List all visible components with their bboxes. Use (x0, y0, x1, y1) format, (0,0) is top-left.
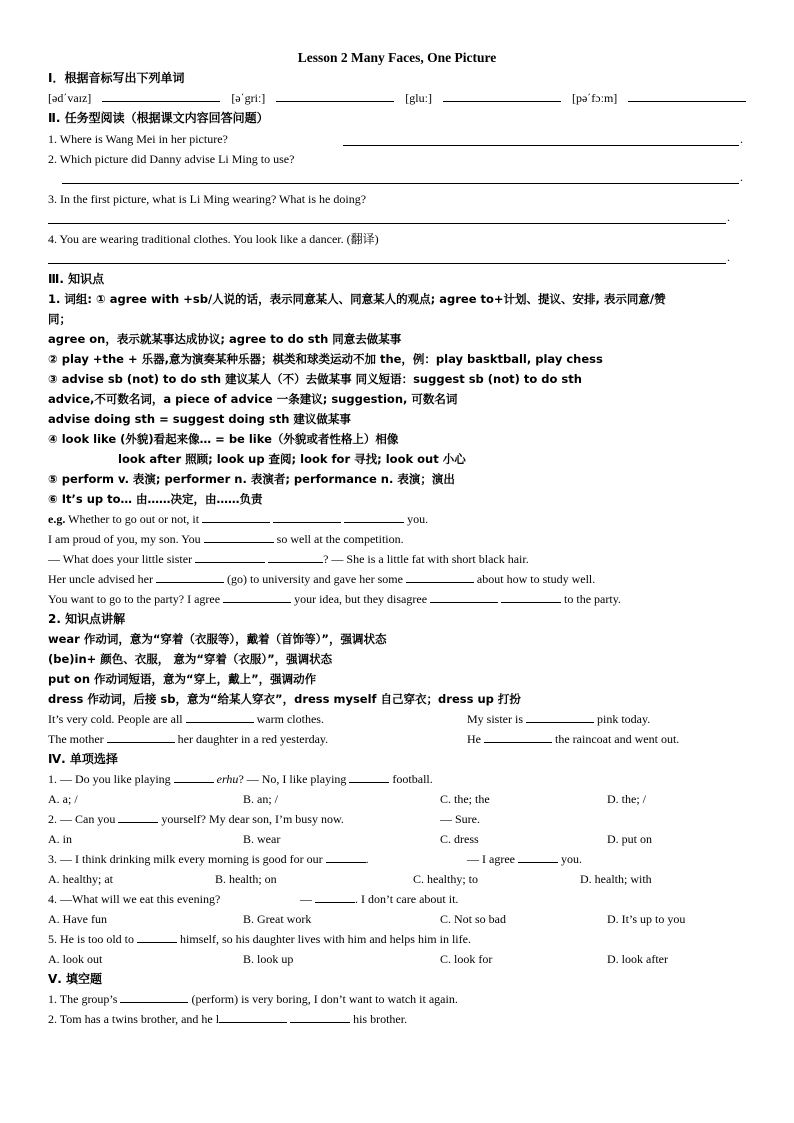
answer-blank[interactable] (406, 570, 474, 583)
fill-question-2: 2. Tom has a twins brother, and he l his brother. (48, 1012, 408, 1026)
answer-line[interactable] (48, 223, 726, 224)
answer-blank[interactable] (195, 550, 265, 563)
explain-be-in: (be)in+ 颜色、衣服， 意为“穿着（衣服）”，强调状态 (48, 652, 333, 666)
answer-blank[interactable] (315, 890, 355, 903)
option-b[interactable]: B. Great work (243, 912, 312, 926)
reading-question-4: 4. You are wearing traditional clothes. You look like a dancer. (翻译) (48, 232, 379, 246)
knowledge-point-look-like: ④ look like (外貌)看起来像… = be like（外貌或者性格上）相像 (48, 432, 399, 446)
option-b[interactable]: B. wear (243, 832, 281, 846)
answer-line[interactable] (48, 263, 726, 264)
mc-question-2-reply: — Sure. (440, 812, 480, 826)
example-4: Her uncle advised her (go) to university and gave her some about how to study well. (48, 572, 596, 586)
explain-dress: dress 作动词，后接 sb，意为“给某人穿衣”，dress myself 自己穿衣；dress up 打扮 (48, 692, 521, 706)
mc-question-3-reply: — I agree you. (467, 852, 582, 866)
answer-blank[interactable] (156, 570, 224, 583)
option-d[interactable]: D. put on (607, 832, 652, 846)
mc-question-4: 4. —What will we eat this evening? (48, 892, 221, 906)
answer-blank[interactable] (349, 770, 389, 783)
phonetic-advise: [əd΄vaɪz] (48, 91, 92, 105)
period: . (740, 170, 743, 184)
answer-blank[interactable] (174, 770, 214, 783)
mc-question-4-reply: — . I don’t care about it. (300, 892, 459, 906)
option-a[interactable]: A. look out (48, 952, 103, 966)
answer-blank[interactable] (290, 1010, 350, 1023)
answer-blank[interactable] (107, 730, 175, 743)
phonetic-perform: [pə΄fɔːm] (571, 91, 618, 105)
example-2: I am proud of you, my son. You so well at the competition. (48, 532, 404, 546)
knowledge-point-advice: advice,不可数名词，a piece of advice 一条建议; suggestion, 可数名词 (48, 392, 458, 406)
page-title: Lesson 2 Many Faces, One Picture (297, 50, 497, 65)
knowledge-point-advise-doing: advise doing sth = suggest doing sth 建议做某事 (48, 412, 351, 426)
answer-blank[interactable] (518, 850, 558, 863)
reading-question-1: 1. Where is Wang Mei in her picture? (48, 132, 228, 146)
answer-blank[interactable] (137, 930, 177, 943)
reading-question-2: 2. Which picture did Danny advise Li Ming to use? (48, 152, 295, 166)
option-b[interactable]: B. an; / (243, 792, 278, 806)
answer-blank[interactable] (273, 510, 341, 523)
section-4-heading: Ⅳ. 单项选择 (48, 752, 118, 766)
option-d[interactable]: D. the; / (607, 792, 646, 806)
answer-blank[interactable] (120, 990, 188, 1003)
answer-blank[interactable] (276, 89, 394, 102)
mc-question-3: 3. — I think drinking milk every morning is good for our . (48, 852, 369, 866)
option-c[interactable]: C. Not so bad (440, 912, 506, 926)
option-b[interactable]: B. health; on (215, 872, 277, 886)
answer-line[interactable] (62, 183, 739, 184)
answer-blank[interactable] (628, 89, 746, 102)
knowledge-point-perform: ⑤ perform v. 表演; performer n. 表演者; performance n. 表演；演出 (48, 472, 455, 486)
answer-blank[interactable] (268, 550, 323, 563)
knowledge-point-1: 1. 词组: ① agree with +sb/人说的话，表示同意某人、同意某人的观点; agree to+计划、提议、安排, 表示同意/赞 (48, 292, 666, 306)
option-a[interactable]: A. in (48, 832, 72, 846)
option-d[interactable]: D. health; with (580, 872, 652, 886)
option-c[interactable]: C. dress (440, 832, 479, 846)
example-7: My sister is pink today. (467, 712, 651, 726)
phonetics-row (48, 89, 748, 107)
knowledge-point-look-phrases: look after 照顾; look up 查阅; look for 寻找; look out 小心 (118, 452, 466, 466)
example-6: It’s very cold. People are all warm clothes. (48, 712, 324, 726)
answer-blank[interactable] (219, 1010, 287, 1023)
answer-blank[interactable] (430, 590, 498, 603)
phonetic-glue: [gluː] (405, 91, 432, 105)
answer-blank[interactable] (202, 510, 270, 523)
period: . (727, 210, 730, 224)
example-3: — What does your little sister ? — She is a little fat with short black hair. (48, 552, 529, 566)
answer-line[interactable] (343, 145, 739, 146)
answer-blank[interactable] (443, 89, 561, 102)
phonetic-agree: [ə΄griː] (231, 91, 266, 105)
mc-question-2: 2. — Can you yourself? My dear son, I’m busy now. (48, 812, 344, 826)
option-b[interactable]: B. look up (243, 952, 294, 966)
answer-blank[interactable] (223, 590, 291, 603)
option-d[interactable]: D. look after (607, 952, 668, 966)
section-5-heading: Ⅴ. 填空题 (48, 972, 103, 986)
answer-blank[interactable] (501, 590, 561, 603)
answer-blank[interactable] (344, 510, 404, 523)
explain-put-on: put on 作动词短语，意为“穿上，戴上”，强调动作 (48, 672, 317, 686)
example-1: e.g. Whether to go out or not, it you. (48, 512, 429, 526)
knowledge-point-advise: ③ advise sb (not) to do sth 建议某人（不）去做某事 同义短语：suggest sb (not) to do sth (48, 372, 582, 386)
knowledge-point-up-to: ⑥ It’s up to… 由……决定，由……负责 (48, 492, 263, 506)
mc-question-5: 5. He is too old to himself, so his daughter lives with him and helps him in life. (48, 932, 471, 946)
section-3-part-2-heading: 2. 知识点讲解 (48, 612, 126, 626)
fill-question-1: 1. The group’s (perform) is very boring, I don’t want to watch it again. (48, 992, 458, 1006)
section-1-heading: Ⅰ．根据音标写出下列单词 (48, 71, 185, 85)
option-d[interactable]: D. It’s up to you (607, 912, 686, 926)
mc-question-1: 1. — Do you like playing erhu? — No, I like playing football. (48, 772, 433, 786)
example-5: You want to go to the party? I agree your idea, but they disagree to the party. (48, 592, 621, 606)
answer-blank[interactable] (204, 530, 274, 543)
knowledge-point-1-cont: 同； (48, 312, 71, 326)
section-3-heading: Ⅲ. 知识点 (48, 272, 105, 286)
knowledge-point-agree-on: agree on，表示就某事达成协议; agree to do sth 同意去做某事 (48, 332, 402, 346)
answer-blank[interactable] (526, 710, 594, 723)
option-a[interactable]: A. healthy; at (48, 872, 113, 886)
option-c[interactable]: C. healthy; to (413, 872, 478, 886)
reading-question-3: 3. In the first picture, what is Li Ming wearing? What is he doing? (48, 192, 367, 206)
knowledge-point-play: ② play +the + 乐器,意为演奏某种乐器；棋类和球类运动不加 the，例：play basktball, play chess (48, 352, 603, 366)
option-a[interactable]: A. Have fun (48, 912, 107, 926)
section-2-heading: Ⅱ. 任务型阅读（根据课文内容回答问题） (48, 111, 269, 125)
option-c[interactable]: C. the; the (440, 792, 490, 806)
answer-blank[interactable] (186, 710, 254, 723)
example-9: He the raincoat and went out. (467, 732, 680, 746)
period: . (727, 250, 730, 264)
answer-blank[interactable] (326, 850, 366, 863)
explain-wear: wear 作动词，意为“穿着（衣服等），戴着（首饰等）”，强调状态 (48, 632, 387, 646)
example-8: The mother her daughter in a red yesterday. (48, 732, 329, 746)
answer-blank[interactable] (102, 89, 220, 102)
answer-blank[interactable] (118, 810, 158, 823)
answer-blank[interactable] (484, 730, 552, 743)
period: . (740, 132, 743, 146)
option-c[interactable]: C. look for (440, 952, 493, 966)
option-a[interactable]: A. a; / (48, 792, 78, 806)
